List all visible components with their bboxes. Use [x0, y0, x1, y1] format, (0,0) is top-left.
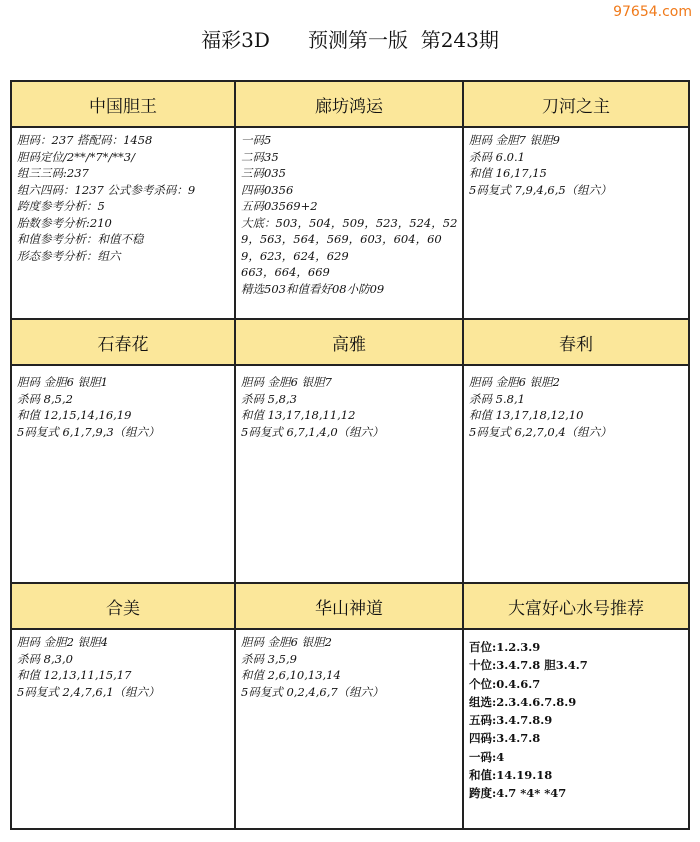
prediction-line: 精选503和值看好08小防09 — [241, 281, 385, 296]
prediction-line: 和值 16,17,15 — [469, 166, 547, 180]
section-body — [236, 128, 464, 320]
prediction-line: 胆码 金胆2 银胆4 — [17, 635, 108, 649]
prediction-line: 5码复式 7,9,4,6,5（组六） — [469, 182, 612, 197]
prediction-line: 组选:2.3.4.6.7.8.9 — [469, 694, 577, 709]
prediction-line: 十位:3.4.7.8 胆3.4.7 — [469, 658, 588, 673]
prediction-line: 5码复式 6,2,7,0,4（组六） — [469, 424, 612, 439]
prediction-line: 杀码 8,5,2 — [17, 391, 73, 406]
prediction-line: 胆码 金胆6 银胆2 — [469, 375, 560, 389]
prediction-table — [10, 80, 690, 830]
prediction-line: 杀码 3,5,9 — [241, 651, 297, 666]
prediction-line: 胆码定位/2**/*7*/**3/ — [17, 149, 135, 164]
prediction-line: 百位:1.2.3.9 — [469, 640, 541, 654]
prediction-line: 5码复式 2,4,7,6,1（组六） — [17, 684, 160, 699]
prediction-line: 跨度参考分析：5 — [17, 199, 105, 213]
prediction-line: 大底：503，504，509，523，524，529，563，564，569，603，604，609，623，624，629 — [241, 215, 458, 263]
prediction-line: 和值 13,17,18,11,12 — [241, 408, 356, 422]
prediction-line: 个位:0.4.6.7 — [469, 676, 541, 691]
section-header: 刀河之主 — [464, 82, 688, 128]
section-header: 石春花 — [12, 320, 236, 366]
prediction-line: 5码复式 6,1,7,9,3（组六） — [17, 424, 160, 439]
section-body — [12, 128, 236, 320]
prediction-line: 和值 13,17,18,12,10 — [469, 408, 584, 422]
prediction-line: 形态参考分析：组六 — [17, 248, 121, 263]
section-body — [236, 630, 464, 828]
section-header: 华山神道 — [236, 584, 464, 630]
prediction-line: 和值 12,13,11,15,17 — [17, 668, 132, 682]
prediction-line: 胆码 金胆6 银胆1 — [17, 375, 108, 389]
prediction-line: 四码:3.4.7.8 — [469, 731, 541, 746]
prediction-line: 胆码 金胆6 银胆7 — [241, 375, 332, 389]
prediction-line: 和值 2,6,10,13,14 — [241, 668, 341, 682]
prediction-line: 胆码 金胆6 银胆2 — [241, 635, 332, 649]
prediction-line: 三码035 — [241, 166, 286, 180]
prediction-line: 杀码 5.8,1 — [469, 391, 525, 406]
prediction-line: 四码0356 — [241, 182, 294, 197]
prediction-line: 和值 12,15,14,16,19 — [17, 408, 132, 422]
prediction-line: 663，664，669 — [241, 265, 330, 279]
section-body — [464, 630, 688, 828]
prediction-line: 杀码 8,3,0 — [17, 651, 73, 666]
prediction-line: 跨度:4.7 *4* *47 — [469, 786, 567, 801]
prediction-line: 五码03569+2 — [241, 199, 318, 213]
prediction-line: 和值参考分析：和值不稳 — [17, 232, 144, 246]
prediction-line: 和值:14.19.18 — [469, 768, 553, 783]
prediction-line: 杀码 5,8,3 — [241, 391, 297, 406]
section-body — [236, 366, 464, 584]
section-body — [464, 128, 688, 320]
section-header: 中国胆王 — [12, 82, 236, 128]
prediction-line: 二码35 — [241, 149, 279, 164]
section-header: 大富好心水号推荐 — [464, 584, 688, 630]
prediction-line: 5码复式 6,7,1,4,0（组六） — [241, 424, 384, 439]
prediction-line: 杀码 6.0.1 — [469, 149, 525, 164]
page-title: 福彩3D 预测第一版 第243期 — [201, 28, 499, 52]
prediction-line: 5码复式 0,2,4,6,7（组六） — [241, 684, 384, 699]
prediction-line: 一码5 — [241, 133, 272, 147]
prediction-line: 组三三码:237 — [17, 166, 89, 180]
section-header: 高雅 — [236, 320, 464, 366]
site-watermark: 97654.com — [613, 4, 692, 20]
prediction-line: 胎数参考分析:210 — [17, 215, 112, 230]
prediction-line: 组六四码：1237 公式参考杀码：9 — [17, 182, 196, 197]
section-body — [12, 630, 236, 828]
section-header: 合美 — [12, 584, 236, 630]
prediction-line: 胆码 金胆7 银胆9 — [469, 133, 560, 147]
section-body — [464, 366, 688, 584]
prediction-line: 一码:4 — [469, 749, 505, 764]
prediction-line: 五码:3.4.7.8.9 — [469, 713, 553, 728]
section-header: 廊坊鸿运 — [236, 82, 464, 128]
section-body — [12, 366, 236, 584]
prediction-line: 胆码：237 搭配码：1458 — [17, 133, 153, 147]
section-header: 春利 — [464, 320, 688, 366]
